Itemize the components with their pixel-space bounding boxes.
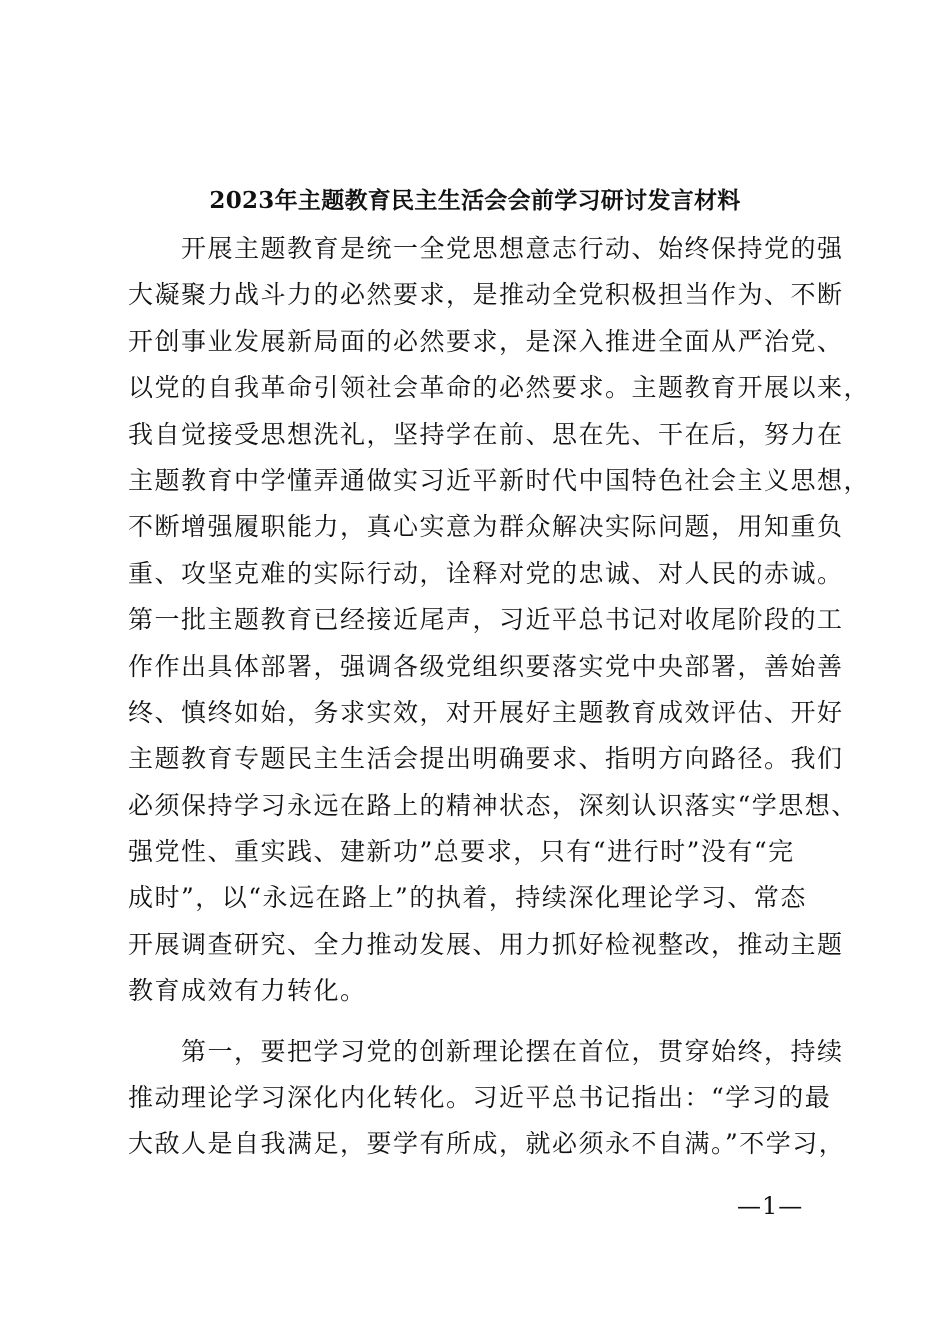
text-line: 作作出具体部署，强调各级党组织要落实党中央部署，善始善 [128,651,844,681]
text-line: 不断增强履职能力，真心实意为群众解决实际问题，用知重负 [128,512,844,542]
text-line: 推动理论学习深化内化转化。习近平总书记指出：“学习的最 [128,1083,832,1113]
paragraph-intro [128,226,871,1015]
text-line: 主题教育中学懂弄通做实习近平新时代中国特色社会主义思想， [128,465,871,495]
document-body [128,226,871,1168]
page-number: —1— [737,1192,804,1220]
text-line: 强党性、重实践、建新功”总要求，只有“进行时”没有“完 [128,837,795,867]
text-line: 终、慎终如始，务求实效，对开展好主题教育成效评估、开好 [128,697,844,727]
text-line: 重、攻坚克难的实际行动，诠释对党的忠诚、对人民的赤诚。 [128,558,844,588]
text-line: 第一批主题教育已经接近尾声，习近平总书记对收尾阶段的工 [128,605,844,635]
text-line: 我自觉接受思想洗礼，坚持学在前、思在先、干在后，努力在 [128,419,844,449]
text-line: 主题教育专题民主生活会提出明确要求、指明方向路径。我们 [128,744,844,774]
paragraph-spacer [128,1015,828,1029]
text-line: 开展主题教育是统一全党思想意志行动、始终保持党的强 [128,234,844,263]
text-line: 大敌人是自我满足，要学有所成，就必须永不自满。”不学习， [128,1129,846,1159]
text-line: 教育成效有力转化。 [128,976,367,1006]
text-line: 成时”，以“永远在路上”的执着，持续深化理论学习、常态 [128,883,807,913]
text-line: 开创事业发展新局面的必然要求，是深入推进全面从严治党、 [128,326,844,356]
paragraph-first-point [128,1029,846,1168]
document-title: 2023年主题教育民主生活会会前学习研讨发言材料 [209,187,741,214]
text-line: 以党的自我革命引领社会革命的必然要求。主题教育开展以来， [128,373,871,403]
text-line: 第一，要把学习党的创新理论摆在首位，贯穿始终，持续 [128,1036,844,1066]
text-line: 必须保持学习永远在路上的精神状态，深刻认识落实“学思想、 [128,790,858,820]
text-line: 开展调查研究、全力推动发展、用力抓好检视整改，推动主题 [128,929,844,959]
text-line: 大凝聚力战斗力的必然要求，是推动全党积极担当作为、不断 [128,280,844,310]
